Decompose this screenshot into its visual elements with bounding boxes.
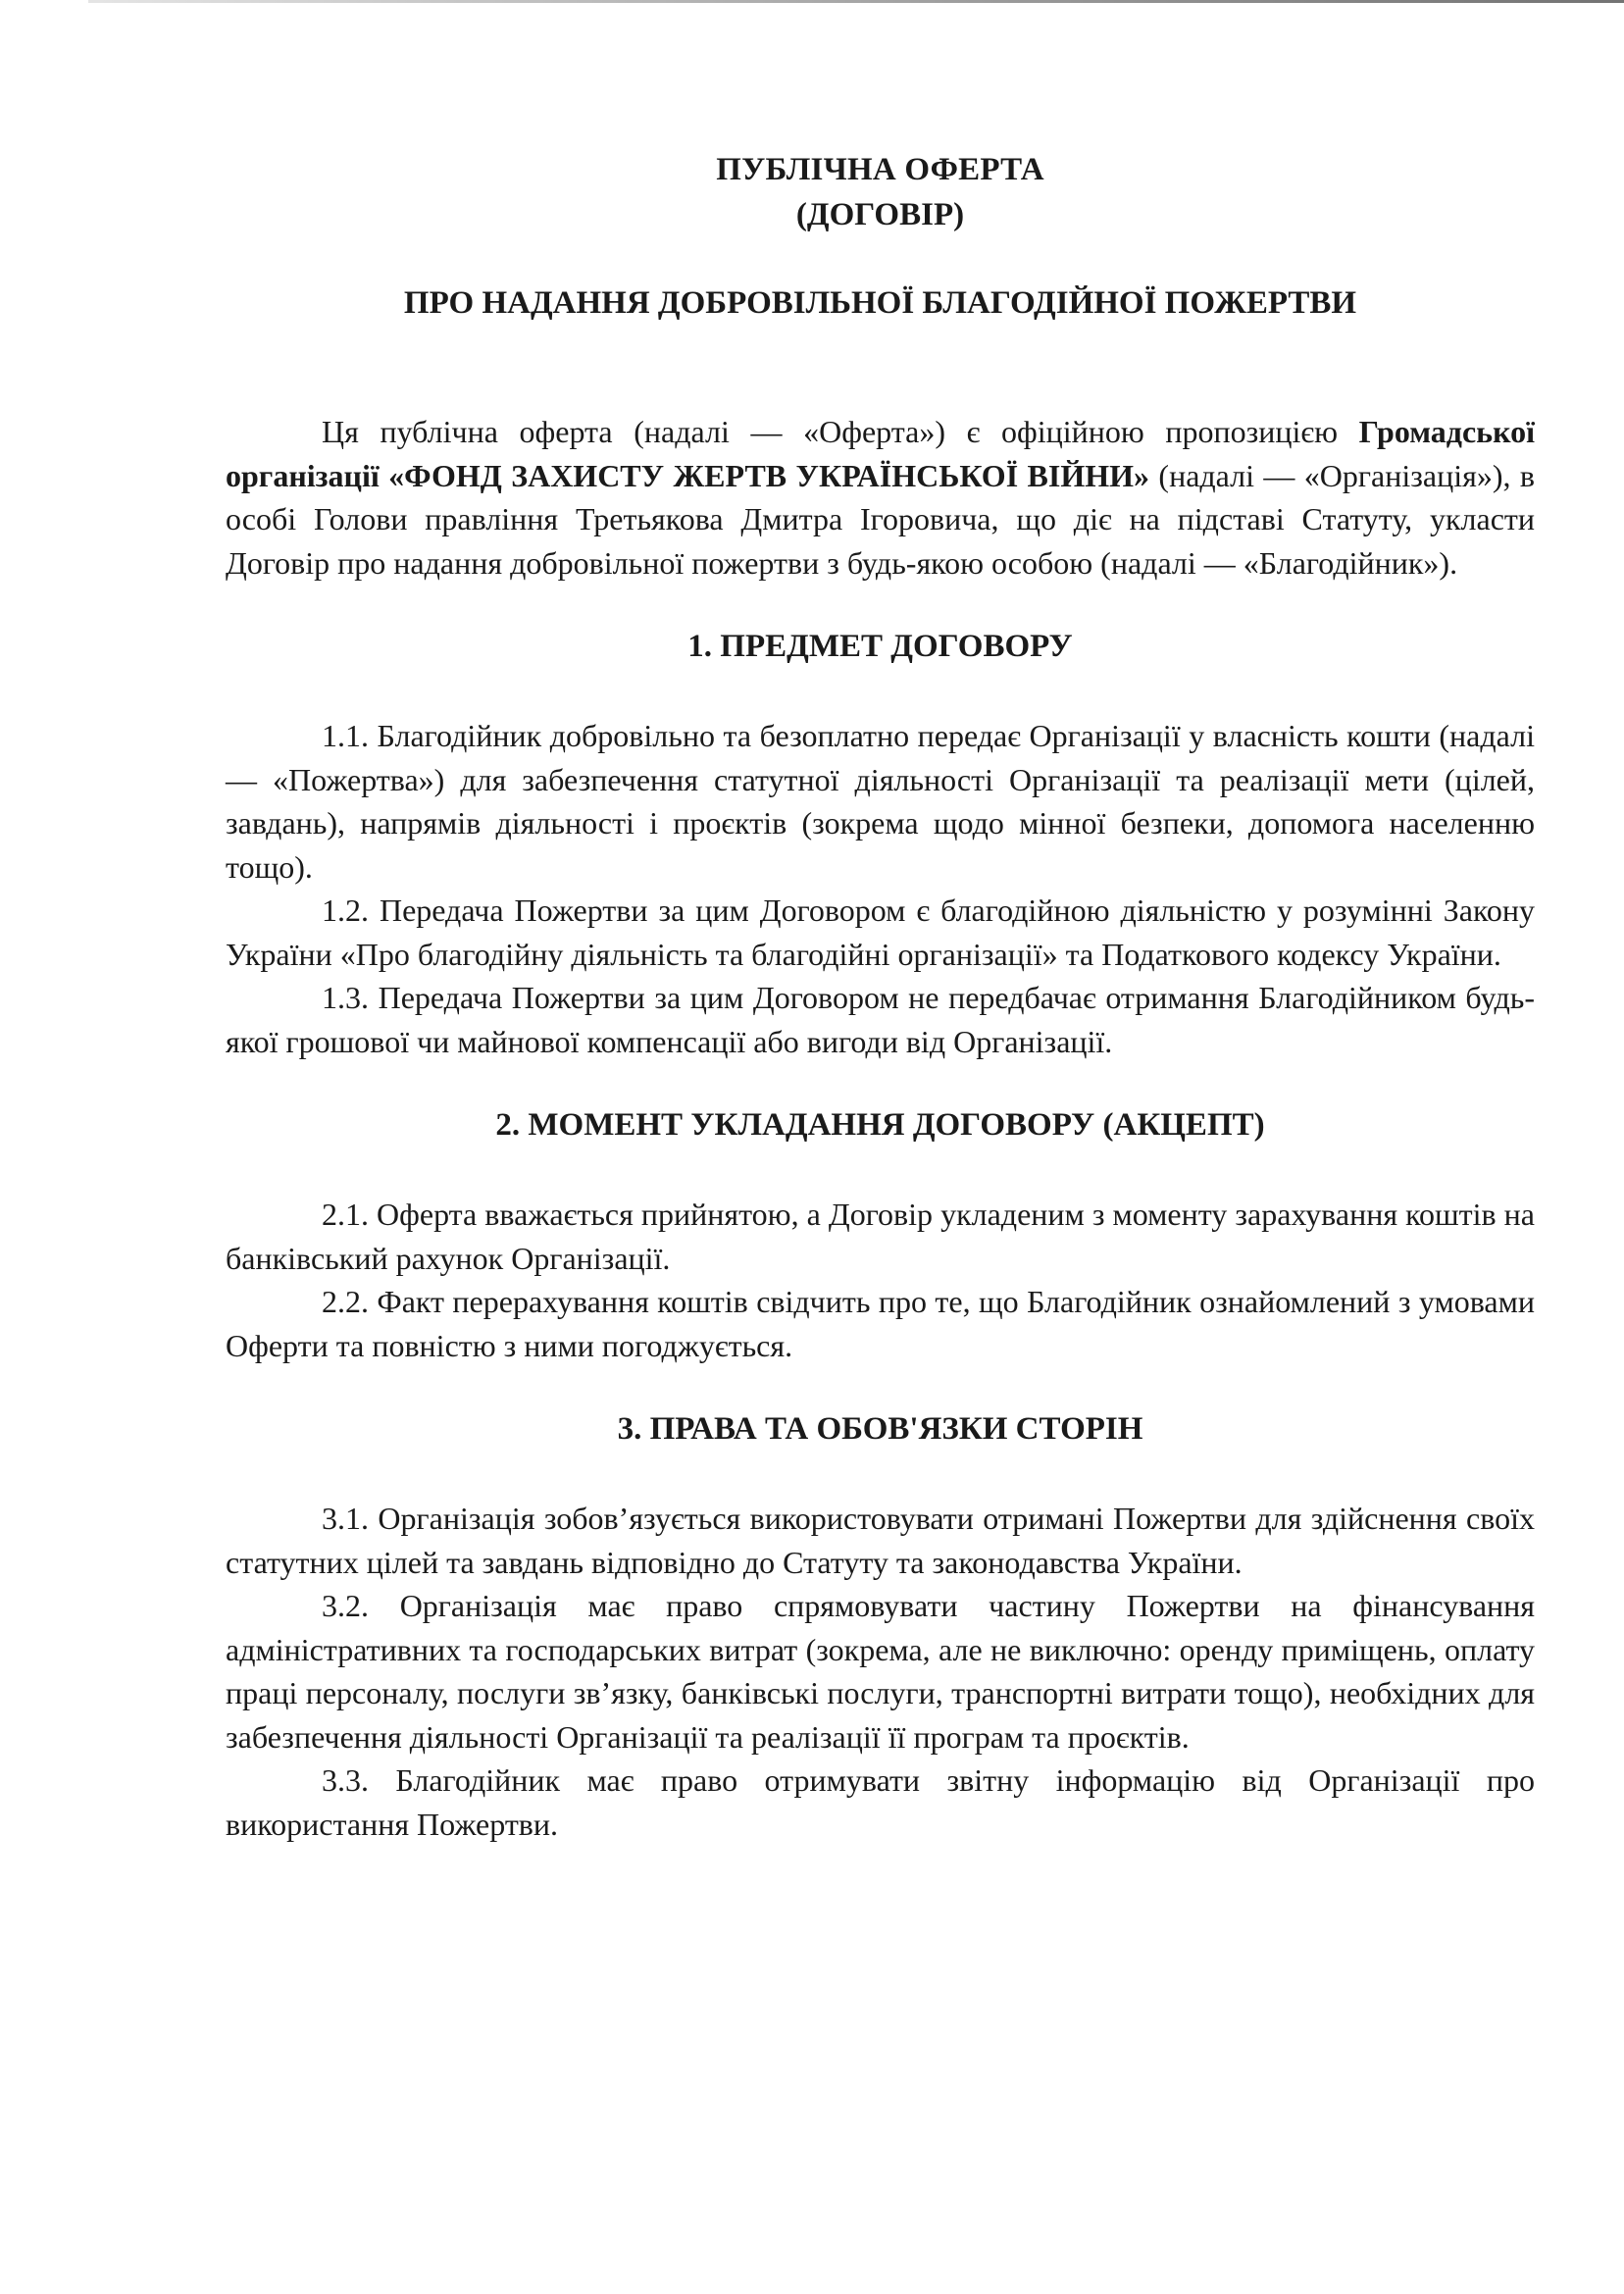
section-heading: 3. ПРАВА ТА ОБОВ'ЯЗКИ СТОРІН (617, 1411, 1143, 1447)
clause-1-2: 1.2. Передача Пожертви за цим Договором є благодійною діяльністю у розумінні Закону України «Про благодійну діяльність та благодійні організації» та Податкового кодексу України. (226, 892, 1535, 972)
section-2 (226, 1102, 1535, 1367)
scan-top-edge (88, 0, 1624, 3)
clause-3-1: 3.1. Організація зобов’язується використовувати отримані Пожертви для здійснення своїх статутних цілей та завдань відповідно до Статуту та законодавства України. (226, 1501, 1535, 1580)
intro-paragraph (226, 410, 1535, 585)
intro-text-part2: (надалі — «Організація»), в особі Голови правління Третьякова Дмитра Ігоровича, що діє на підставі Статуту, укласти Договір про надання добровільної пожертви з будь-якою особою (надалі — «Благодійник»). (226, 457, 1536, 581)
clause-3-2: 3.2. Організація має право спрямовувати частину Пожертви на фінансування адміністративних та господарських витрат (зокрема, але не виключно: оренду приміщень, оплату праці персоналу, послуги зв’язку, банківські послуги, транспортні витрати тощо), необхідних для забезпечення діяльності Організації та реалізації її програм та проєктів. (226, 1588, 1535, 1755)
section-1 (226, 624, 1535, 1063)
section-heading: 1. ПРЕДМЕТ ДОГОВОРУ (687, 629, 1073, 664)
clause-2-2: 2.2. Факт перерахування коштів свідчить про те, що Благодійник ознайомлений з умовами Оферти та повністю з ними погоджується. (226, 1284, 1535, 1363)
document-title: ПУБЛІЧНА ОФЕРТА (716, 152, 1044, 187)
section-heading: 2. МОМЕНТ УКЛАДАННЯ ДОГОВОРУ (АКЦЕПТ) (495, 1107, 1265, 1143)
section-3 (226, 1406, 1535, 1846)
organization-name: Громадської організації «ФОНД ЗАХИСТУ ЖЕРТВ УКРАЇНСЬКОЇ ВІЙНИ» (226, 414, 1535, 493)
clause-2-1: 2.1. Оферта вважається прийнятою, а Договір укладеним з моменту зарахування коштів на банківський рахунок Організації. (226, 1197, 1535, 1276)
clause-1-3: 1.3. Передача Пожертви за цим Договором не передбачає отримання Благодійником будь-якої грошової чи майнової компенсації або вигоди від Організації. (226, 980, 1535, 1059)
intro-text-part1: Ця публічна оферта (надалі — «Оферта») є офіційною пропозицією (322, 414, 1359, 449)
clause-1-1: 1.1. Благодійник добровільно та безоплатно передає Організації у власність кошти (надалі — «Пожертва») для забезпечення статутної діяльності Організації та реалізації мети (цілей, завдань), напрямів діяльності і проєктів (зокрема щодо мінної безпеки, допомога населенню тощо). (226, 718, 1535, 885)
main-heading: ПРО НАДАННЯ ДОБРОВІЛЬНОЇ БЛАГОДІЙНОЇ ПОЖЕРТВИ (403, 285, 1357, 321)
document-subtitle: (ДОГОВІР) (795, 197, 965, 232)
clause-3-3: 3.3. Благодійник має право отримувати звітну інформацію від Організації про використання Пожертви. (226, 1762, 1535, 1842)
document-page (226, 147, 1535, 1846)
